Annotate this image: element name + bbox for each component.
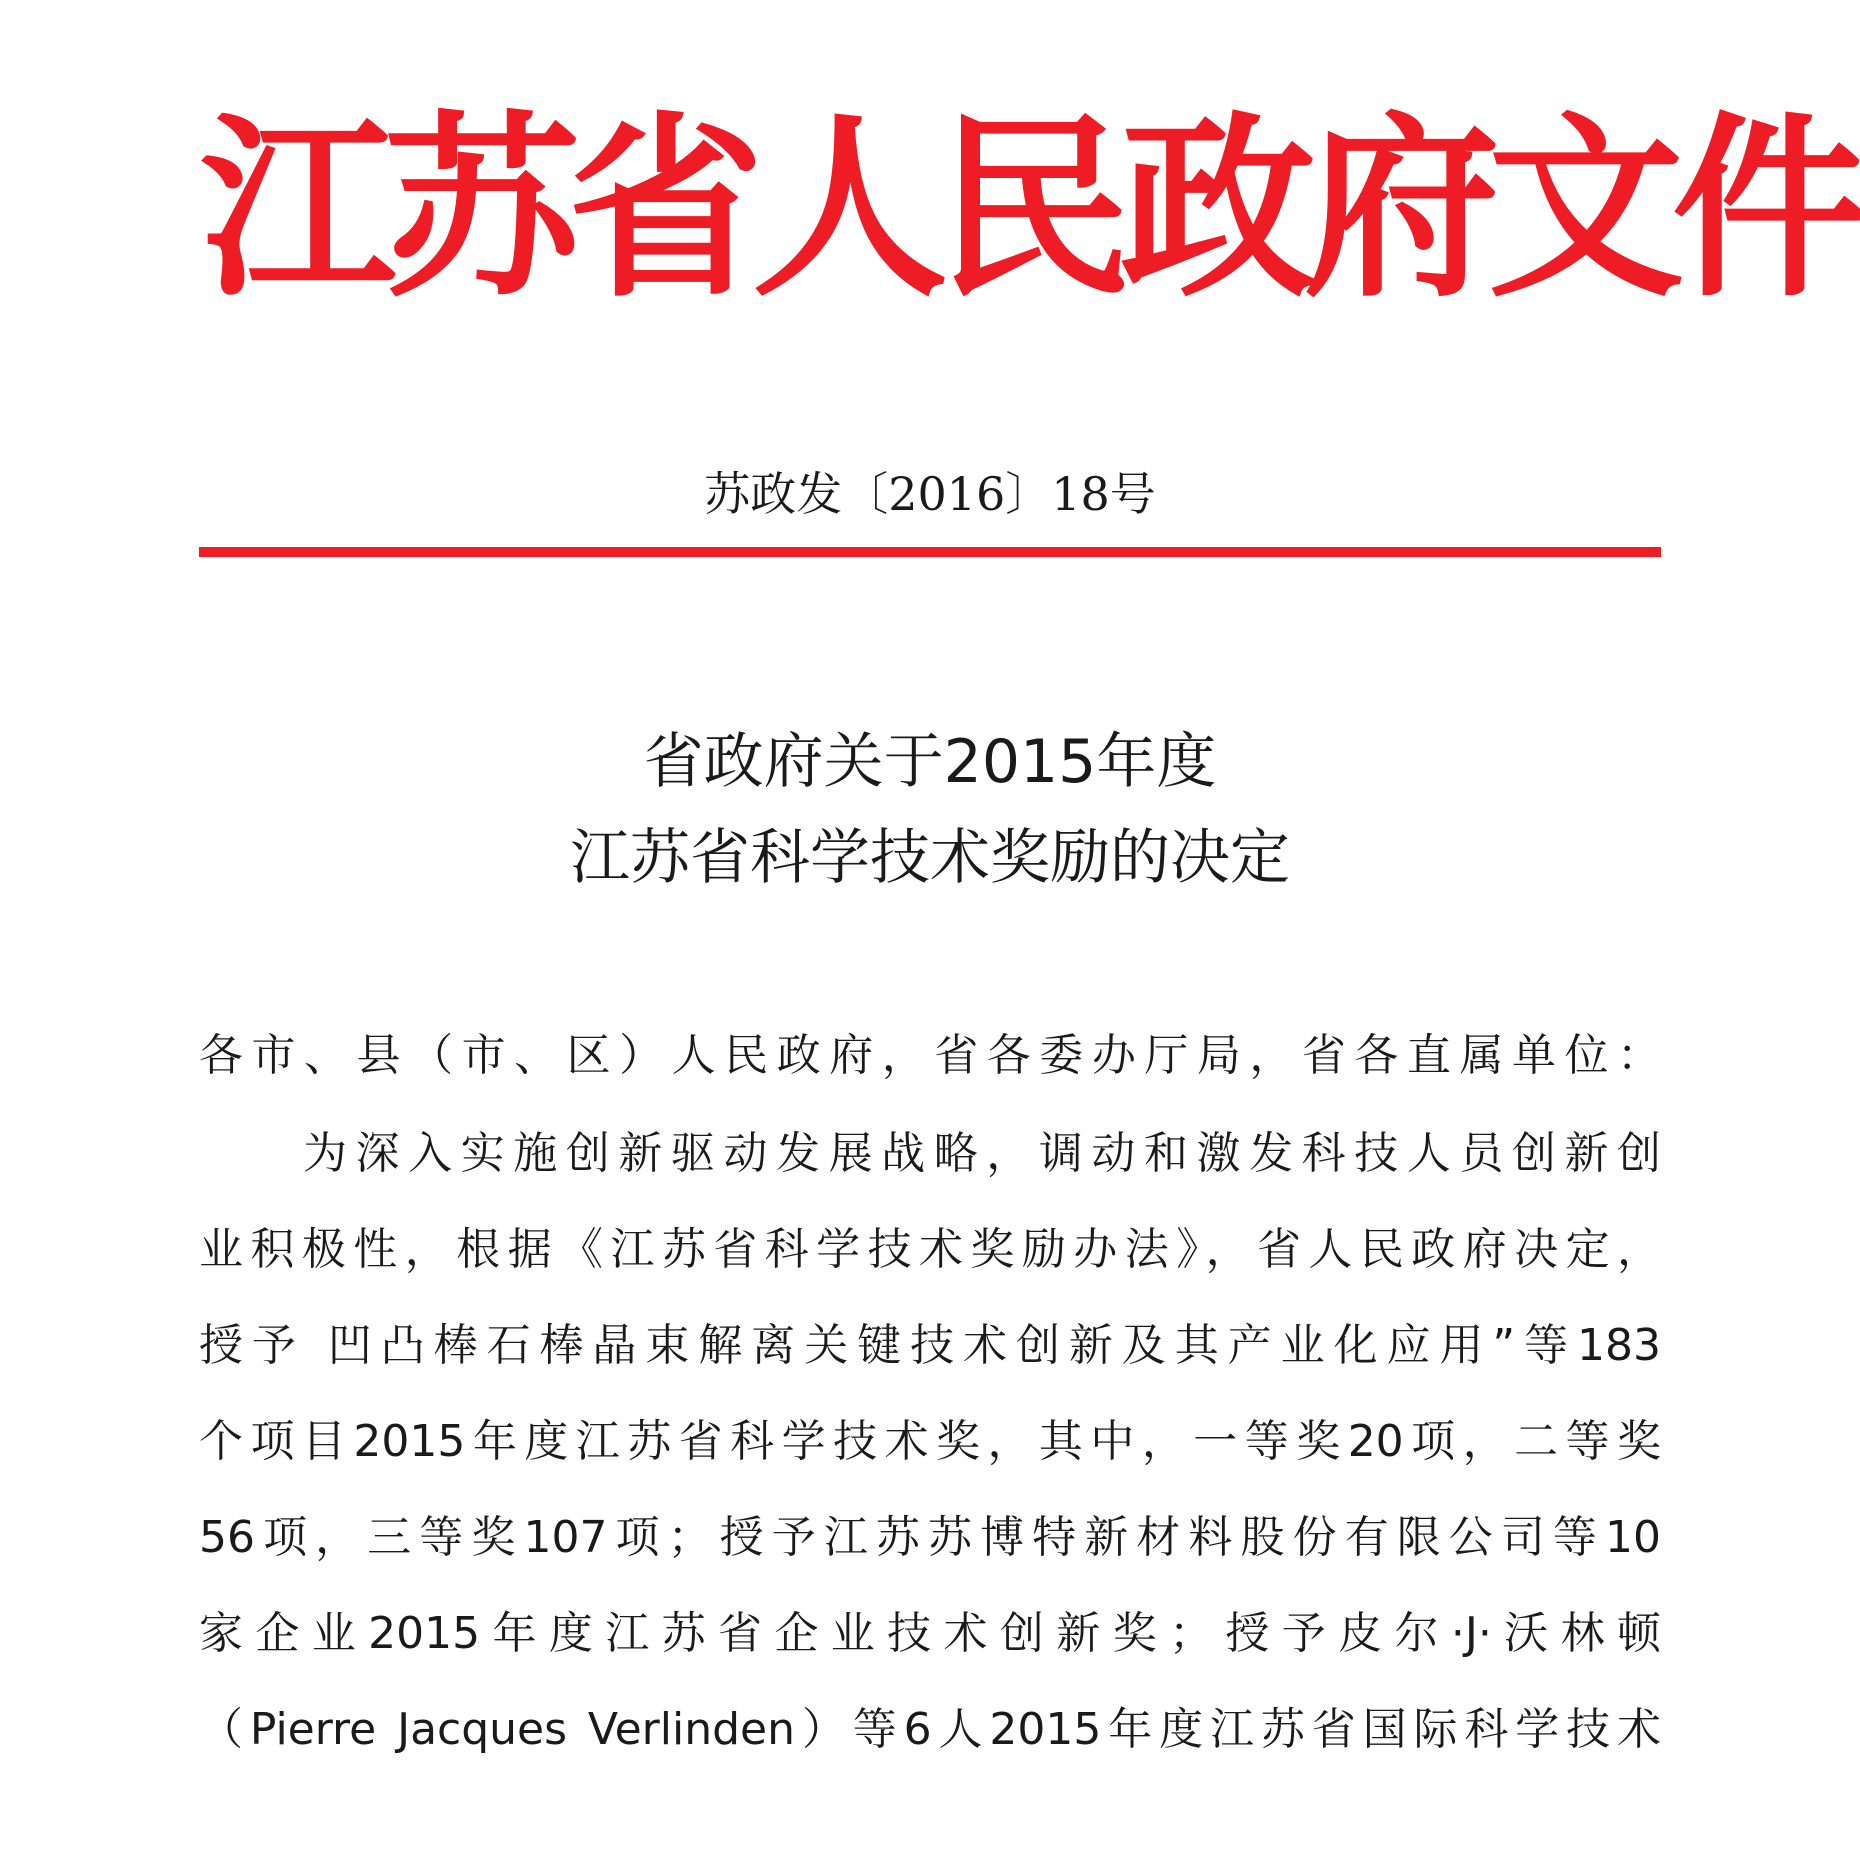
body-line-1: 为深入实施创新驱动发展战略，调动和激发科技人员创新创: [303, 1128, 1661, 1179]
body-line-3: 授予 凹凸棒石棒晶束解离关键技术创新及其产业化应用”等183: [199, 1320, 1661, 1371]
body-line-2: 业积极性，根据《江苏省科学技术奖励办法》，省人民政府决定，: [199, 1224, 1661, 1275]
red-divider-rule: [199, 547, 1661, 557]
document-title-line-2: 江苏省科学技术奖励的决定: [570, 823, 1290, 893]
addressee-line: 各市、县（市、区）人民政府，省各委办厅局，省各直属单位：: [199, 1030, 1661, 1081]
body-line-7: （Pierre Jacques Verlinden）等6人2015年度江苏省国际科学技术: [199, 1704, 1661, 1755]
document-number: 苏政发〔2016〕18号: [704, 467, 1156, 521]
body-line-4: 个项目2015年度江苏省科学技术奖，其中，一等奖20项，二等奖: [199, 1416, 1661, 1467]
masthead-title: 江苏省人民政府文件: [200, 96, 1857, 324]
body-line-6: 家企业2015年度江苏省企业技术创新奖；授予皮尔·J·沃林顿: [199, 1608, 1661, 1659]
document-title-line-1: 省政府关于2015年度: [643, 727, 1217, 797]
body-line-5: 56项，三等奖107项；授予江苏苏博特新材料股份有限公司等10: [199, 1512, 1661, 1563]
